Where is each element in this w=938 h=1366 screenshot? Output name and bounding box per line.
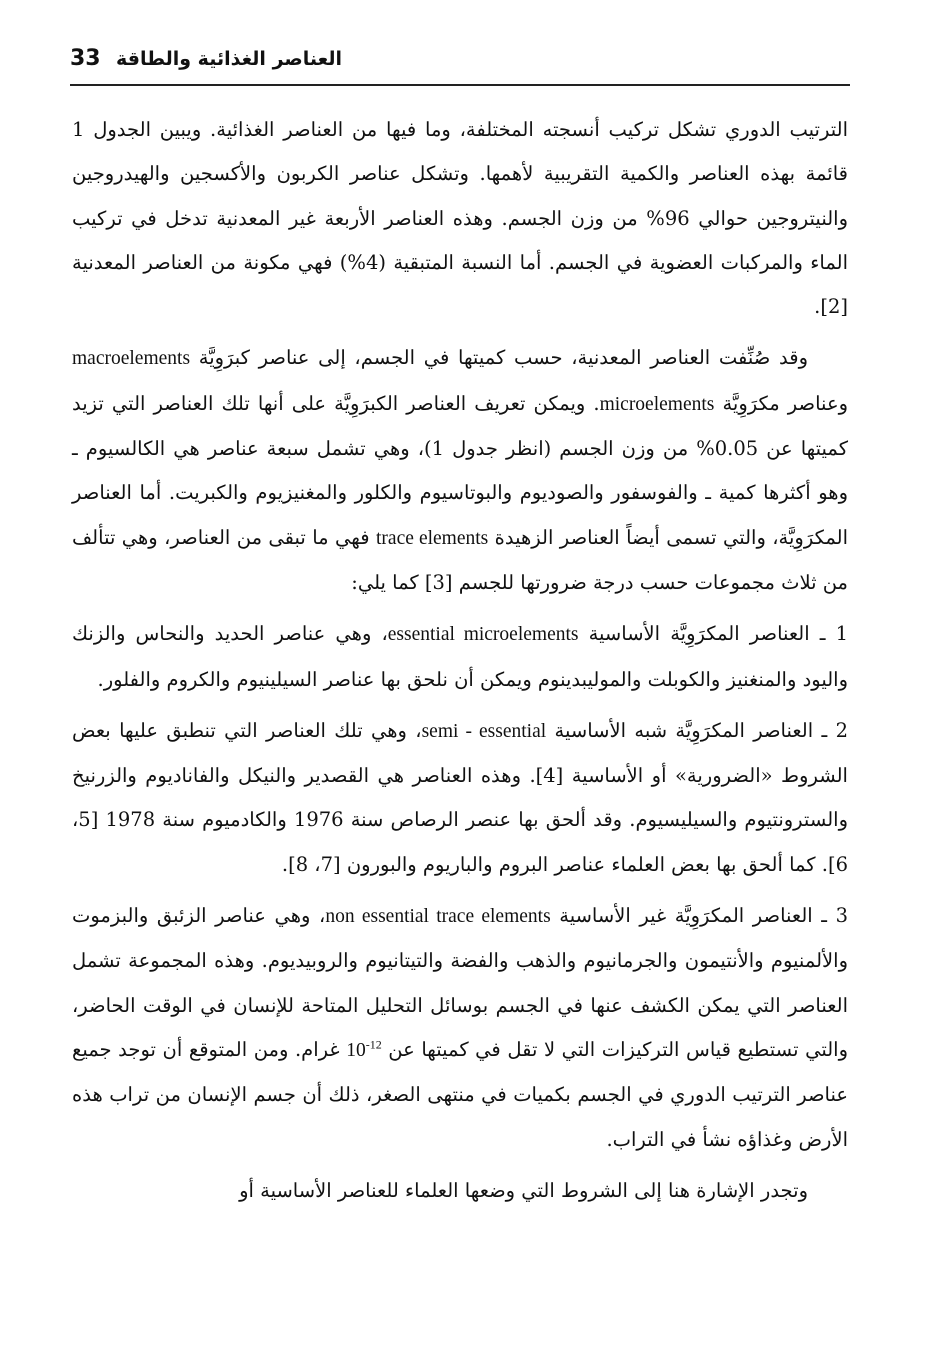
paragraph-5-part-b: ، وهي عناصر الزئبق والبزموت والألمنيوم والأنتيمون والجرمانيوم والذهب والفضة والتيتانيوم والروبيديوم. وهذه المجموعة تشمل العناصر التي يمكن الكشف عنها في الجسم بوسائل التحليل المتاحة للإنسان في الوقت الحاضر، والتي تستطيع قياس التركيزات التي لا تقل في كميتها عن	[72, 904, 848, 1061]
page-header	[70, 44, 850, 78]
page-number: 33	[70, 46, 101, 71]
paragraph-2-part-c: . ويمكن تعريف العناصر الكبرَوِيَّة على أنها تلك العناصر التي تزيد كميتها عن 0.05% من وزن الجسم (انظر جدول 1)، وهي تشمل سبعة عناصر هي الكالسيوم ـ وهو أكثرها كمية ـ والفوسفور والصوديوم والبوتاسيوم والكلور والمغنيزيوم والكبريت. أما العناصر المكرَوِيَّة، والتي تسمى أيضاً العناصر الزهيدة	[72, 391, 849, 549]
paragraph-5-part-c: غرام. ومن المتوقع أن توجد جميع عناصر الترتيب الدوري في الجسم بكميات في منتهى الصغر، ذلك أن جسم الإنسان من تراب هذه الأرض وغذاؤه نشأ في التراب.	[72, 1037, 848, 1151]
paragraph-1-text: الترتيب الدوري تشكل تركيب أنسجته المختلفة، وما فيها من العناصر الغذائية. ويبين الجدول 1 قائمة بهذه العناصر والكمية التقريبية لأهمها. وتشكل عناصر الكربون والأكسجين والهيدروجين والنيتروجين حوالي 96% من وزن الجسم. وهذه العناصر الأربعة غير المعدنية تدخل في تركيب الماء والمركبات العضوية في الجسم. أما النسبة المتبقية (4%) فهي مكونة من العناصر المعدنية [2].	[72, 118, 849, 319]
term-microelements: microelements	[599, 393, 715, 415]
paragraph-5-part-a: 3 ـ العناصر المكرَوِيَّة غير الأساسية	[559, 904, 848, 928]
power-of-ten	[346, 1037, 382, 1061]
power-base: 10	[346, 1039, 366, 1061]
paragraph-2	[72, 336, 848, 605]
paragraph-5	[72, 894, 848, 1162]
running-head: العناصر الغذائية والطاقة	[116, 48, 343, 70]
body-text	[72, 108, 848, 1220]
paragraph-3-part-a: 1 ـ العناصر المكرَوِيَّة الأساسية	[588, 622, 848, 646]
term-essential-microelements: essential microelements	[387, 624, 579, 646]
term-semi-essential: semi - essential	[421, 720, 547, 742]
paragraph-3	[72, 612, 848, 702]
power-exponent: -12	[365, 1037, 382, 1052]
paragraph-2-part-b: وعناصر مكرَوِيَّة	[722, 391, 848, 415]
paragraph-4-part-a: 2 ـ العناصر المكرَوِيَّة شبه الأساسية	[554, 718, 849, 742]
paragraph-4	[72, 709, 848, 887]
paragraph-2-part-d: فهي ما تبقى من العناصر، وهي تتألف من ثلاث مجموعات حسب درجة ضرورتها للجسم [3] كما يلي:	[72, 525, 848, 594]
paragraph-4-part-b: ، وهي تلك العناصر التي تنطبق عليها بعض الشروط «الضرورية» أو الأساسية [4]. وهذه العناصر هي القصدير والنيكل والفاناديوم والزرنيخ والسترونتيوم والسيليسيوم. وقد ألحق بها عنصر الرصاص سنة 1976 والكادميوم سنة 1978 [5، 6]. كما ألحق بها بعض العلماء عناصر البروم والباريوم والبورون [7، 8].	[72, 718, 848, 876]
term-trace-elements: trace elements	[376, 527, 489, 549]
paragraph-6	[72, 1169, 848, 1213]
term-non-essential-trace-elements: non essential trace elements	[325, 906, 551, 928]
paragraph-1	[72, 108, 848, 329]
paragraph-2-part-a: وقد صُنِّفت العناصر المعدنية، حسب كميتها في الجسم، إلى عناصر كبرَوِيَّة	[198, 346, 808, 370]
header-rule	[70, 84, 850, 86]
paragraph-3-part-b: ، وهي عناصر الحديد والنحاس والزنك واليود والمنغنيز والكوبلت والموليبدينوم ويمكن أن نلحق بها عناصر السيلينيوم والكروم والفلور.	[72, 622, 848, 691]
term-macroelements: macroelements	[72, 348, 191, 370]
paragraph-6-text: وتجدر الإشارة هنا إلى الشروط التي وضعها العلماء للعناصر الأساسية أو	[239, 1178, 808, 1202]
